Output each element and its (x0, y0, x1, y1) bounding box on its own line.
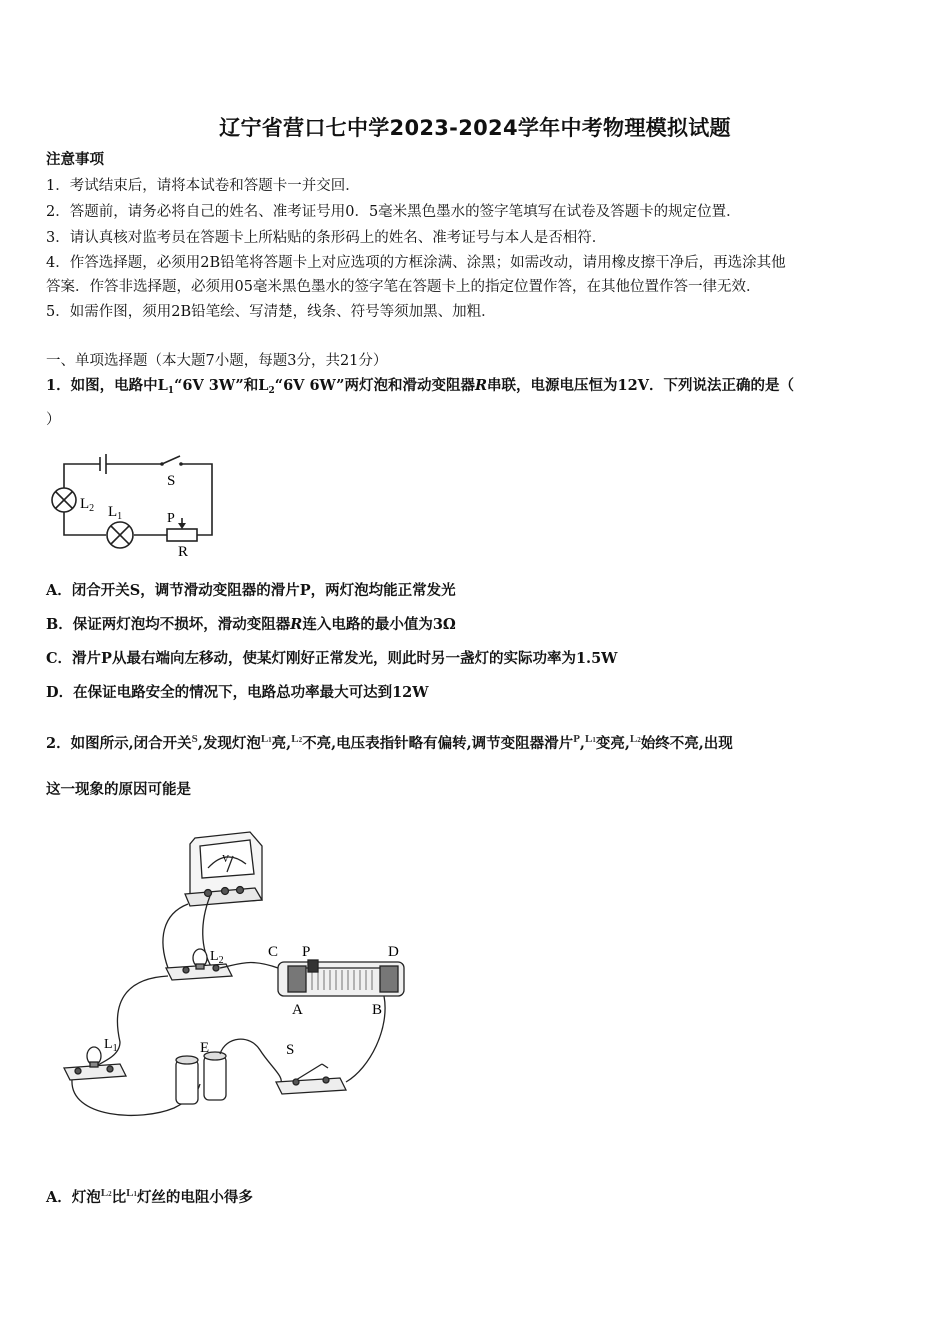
svg-text:L2: $L_2$ (210, 949, 224, 966)
question-1-option-c: C．滑片P从最右端向左移动，使某灯刚好正常发光，则此时另一盏灯的实际功率为1.5W (46, 650, 618, 667)
question-2-stem: 2．如图所示,闭合开关$^S$,发现灯泡$^{L1}$亮,$^{L2}$不亮,电压表指针略有偏转,调节变阻器滑片$^P$,$^{L1}$变亮,$^{L2}$始终不亮,出现 (46, 733, 733, 752)
diagram-label-l2: L (210, 949, 219, 964)
circuit-label-lamp2: L (80, 496, 90, 512)
notice-item: 5．如需作图，须用2B铅笔绘、写清楚，线条、符号等须加黑、加粗． (46, 304, 496, 320)
svg-text:L2: $L_2$ (80, 496, 95, 514)
diagram-label-meter: V (222, 854, 230, 865)
question-1-stem-end: ） (46, 412, 61, 428)
diagram-label-b: B (372, 1002, 383, 1018)
notice-item: 3．请认真核对监考员在答题卡上所粘贴的条形码上的姓名、准考证号与本人是否相符． (46, 230, 607, 246)
notice-item: 2．答题前，请务必将自己的姓名、准考证号用0．5毫米黑色墨水的签字笔填写在试卷及答题卡的规定位置． (46, 204, 741, 220)
diagram-label-a: A (292, 1002, 303, 1018)
diagram-label-c: C (268, 944, 279, 960)
question-1-option-b: B．保证两灯泡均不损坏，滑动变阻器R连入电路的最小值为3Ω (46, 616, 456, 633)
diagram-label-p: P (302, 944, 311, 960)
question-1-stem: 1．如图，电路中$L_1“6V$ 3W”和$L_2“6V$ 6W”两灯泡和滑动变阻器R串联，电源电压恒为12V．下列说法正确的是（ (46, 377, 794, 396)
diagram-label-l1: L (104, 1037, 113, 1052)
question-1-circuit-diagram (40, 450, 230, 562)
circuit-label-lamp1: L (108, 504, 118, 520)
circuit-label-slider: P (167, 511, 175, 526)
section-heading: 一、单项选择题（本大题7小题，每题3分，共21分） (46, 353, 388, 369)
question-2-stem-line2: 这一现象的原因可能是 (46, 781, 191, 798)
circuit-label-switch: S (167, 473, 176, 489)
question-2-circuit-illustration (50, 828, 420, 1128)
notice-item: 答案．作答非选择题，必须用05毫米黑色墨水的签字笔在答题卡上的指定位置作答，在其他位置作答一律无效． (46, 279, 761, 295)
diagram-label-s: S (286, 1042, 295, 1058)
question-2-option-a: A．灯泡$^{L2}$比$^{L1}$灯丝的电阻小得多 (46, 1187, 253, 1206)
notice-heading: 注意事项 (46, 151, 104, 168)
notice-item: 4．作答选择题，必须用2B铅笔将答题卡上对应选项的方框涂满、涂黑；如需改动，请用橡皮擦干净后，再选涂其他 (46, 255, 786, 271)
question-1-option-a: A．闭合开关S，调节滑动变阻器的滑片P，两灯泡均能正常发光 (46, 582, 456, 599)
circuit-label-rheostat: R (178, 544, 189, 560)
question-1-option-d: D．在保证电路安全的情况下，电路总功率最大可达到12W (46, 684, 429, 701)
svg-text:L1: $L_1$ (104, 1037, 118, 1054)
page-title: 辽宁省营口七中学2023-2024学年中考物理模拟试题 (219, 116, 731, 140)
diagram-label-d: D (388, 944, 399, 960)
notice-item: 1．考试结束后，请将本试卷和答题卡一并交回． (46, 178, 360, 194)
diagram-label-e: E (200, 1040, 210, 1056)
svg-text:L1: $L_1$ (108, 504, 123, 522)
